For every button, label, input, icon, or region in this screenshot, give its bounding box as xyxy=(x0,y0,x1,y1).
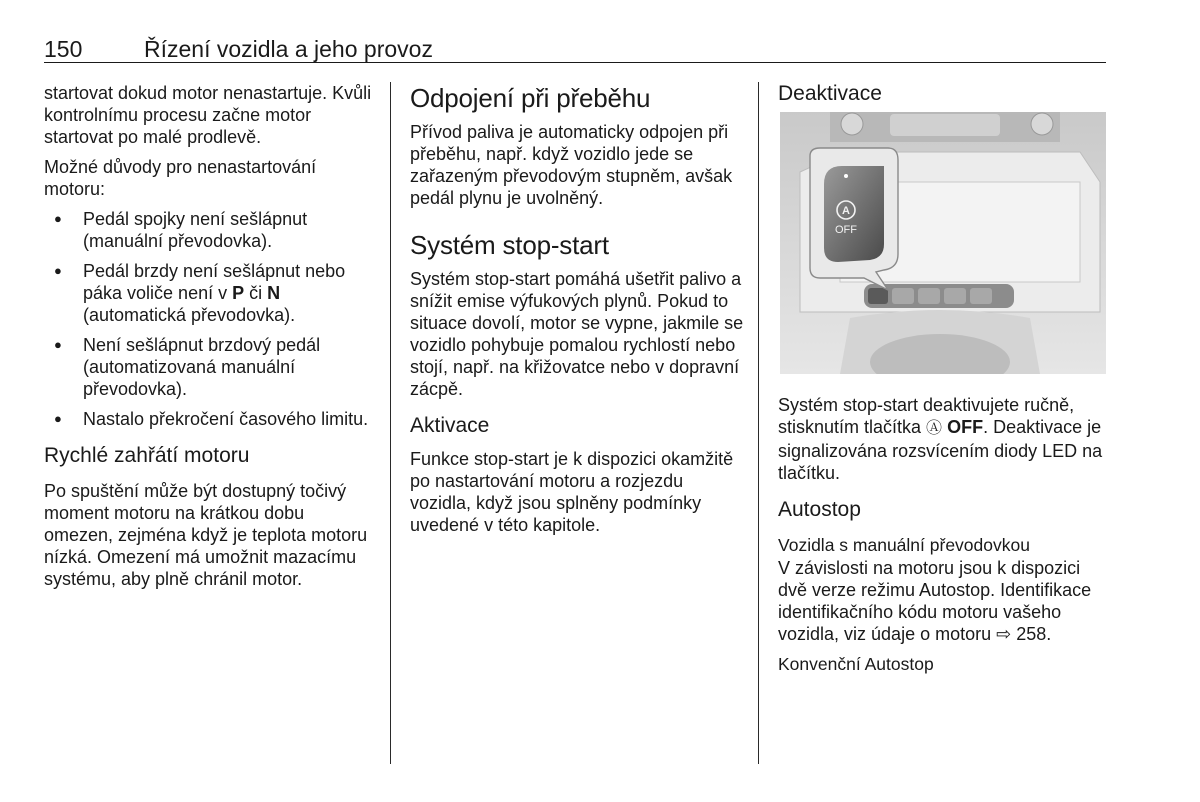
warmup-paragraph: Po spuštění může být dostupný točivý moment motoru na krátkou dobu omezen, zejména když je teplota motoru nízká. Omezení má umožnit mazacímu systému, aby plně chránil motor. xyxy=(44,481,368,589)
deactivation-paragraph: Systém stop-start deaktivujete ručně, stisknutím tlačítka Ⓐ OFF. Deaktivace je signalizována rozsvícením diody LED na tlačítku. xyxy=(778,395,1103,483)
subheading: Konvenční Autostop xyxy=(778,654,934,674)
list-item: ● Nastalo překročení časového limitu. xyxy=(44,408,376,430)
reasons-list xyxy=(44,208,376,430)
section-heading: Autostop xyxy=(778,498,861,521)
subheading: Vozidla s manuální převodovkou xyxy=(778,535,1030,555)
section-heading: Deaktivace xyxy=(778,82,882,105)
auto-stop-icon: Ⓐ xyxy=(926,420,943,437)
section-heading: Aktivace xyxy=(410,414,490,437)
stop-start-paragraph: Systém stop-start pomáhá ušetřit palivo a snížit emise výfukových plynů. Pokud to situace dovolí, motor se vypne, jakmile se vozidlo pohybuje pomalou rychlostí nebo stojí, např. na křižovatce nebo v dopravní zácpě. xyxy=(410,269,744,399)
fuel-cut-paragraph: Přívod paliva je automaticky odpojen při přeběhu, např. když vozidlo jede se zařazeným převodovým stupněm, avšak pedál plynu je uvolněný. xyxy=(410,122,733,208)
intro-paragraph: startovat dokud motor nenastartuje. Kvůli kontrolnímu procesu začne motor startovat po malé prodlevě. xyxy=(44,83,372,147)
gear-p: P xyxy=(232,283,245,303)
reasons-lead: Možné důvody pro nenastartování motoru: xyxy=(44,157,317,199)
section-heading: Rychlé zahřátí motoru xyxy=(44,444,250,467)
column-right xyxy=(778,82,1110,676)
column-left xyxy=(44,82,376,598)
section-heading: Systém stop-start xyxy=(410,230,609,260)
gear-n: N xyxy=(267,283,281,303)
chapter-title: Řízení vozidla a jeho provoz xyxy=(144,36,433,62)
page-number: 150 xyxy=(44,36,83,62)
column-middle xyxy=(410,84,744,544)
list-item: ● Pedál spojky není sešlápnut (manuální převodovka). xyxy=(44,208,376,252)
off-label: OFF xyxy=(835,224,857,236)
column-divider xyxy=(390,82,391,764)
section-heading: Odpojení při přeběhu xyxy=(410,83,651,113)
svg-text:A: A xyxy=(842,205,850,217)
activation-paragraph: Funkce stop-start je k dispozici okamžitě po nastartování motoru a rozjezdu vozidla, když jsou splněny podmínky uvedené v této kapitole. xyxy=(410,449,734,535)
page-header xyxy=(44,30,1106,63)
manual-paragraph: V závislosti na motoru jsou k dispozici dvě verze režimu Autostop. Identifikace identifikačního kódu motoru vašeho vozidla, viz údaje o motoru ⇨ 258. xyxy=(778,558,1092,644)
page-ref-arrow-icon: ⇨ xyxy=(996,624,1012,644)
list-item: ● Pedál brzdy není sešlápnut nebo páka voliče není v P či N (automatická převodovka). xyxy=(44,260,376,326)
column-divider xyxy=(758,82,759,764)
console-photo xyxy=(780,112,1106,374)
list-item: ● Není sešlápnut brzdový pedál (automatizovaná manuální převodovka). xyxy=(44,334,376,400)
